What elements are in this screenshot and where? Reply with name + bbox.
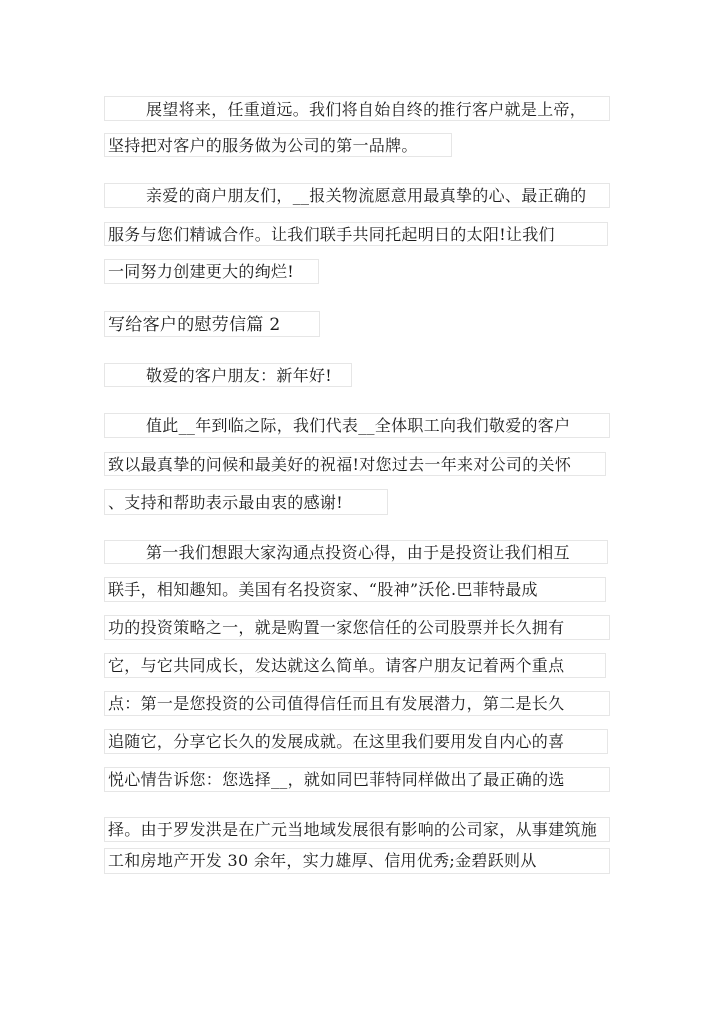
paragraph-4-line-6: 追随它，分享它长久的发展成就。在这里我们要用发自内心的喜 [108, 732, 565, 751]
paragraph-2-line-1: 亲爱的商户朋友们，__报关物流愿意用最真挚的心、最正确的 [146, 186, 587, 205]
paragraph-4-line-7: 悦心情告诉您：您选择__，就如同巴菲特同样做出了最正确的选 [108, 770, 565, 789]
paragraph-4-line-3: 功的投资策略之一，就是购置一家您信任的公司股票并长久拥有 [108, 618, 565, 637]
paragraph-1-line-2: 坚持把对客户的服务做为公司的第一品牌。 [108, 136, 418, 155]
paragraph-4-line-2: 联手，相知趣知。美国有名投资家、“股神”沃伦.巴菲特最成 [108, 580, 538, 599]
section-heading: 写给客户的慰劳信篇 2 [108, 315, 281, 335]
paragraph-4-line-8: 择。由于罗发洪是在广元当地域发展很有影响的公司家，从事建筑施 [108, 820, 598, 839]
paragraph-1-line-1: 展望将来，任重道远。我们将自始自终的推行客户就是上帝， [146, 100, 587, 119]
paragraph-3-line-3: 、支持和帮助表示最由衷的感谢! [108, 493, 343, 512]
paragraph-4-line-5: 点：第一是您投资的公司值得信任而且有发展潜力，第二是长久 [108, 694, 565, 713]
paragraph-4-line-1: 第一我们想跟大家沟通点投资心得，由于是投资让我们相互 [146, 543, 570, 562]
salutation: 敬爱的客户朋友：新年好! [146, 366, 333, 385]
paragraph-4-line-4: 它，与它共同成长，发达就这么简单。请客户朋友记着两个重点 [108, 656, 565, 675]
paragraph-3-line-2: 致以最真挚的问候和最美好的祝福!对您过去一年来对公司的关怀 [108, 455, 572, 474]
paragraph-4-line-9: 工和房地产开发 30 余年，实力雄厚、信用优秀;金碧跃则从 [108, 851, 537, 870]
paragraph-2-line-2: 服务与您们精诚合作。让我们联手共同托起明日的太阳!让我们 [108, 225, 555, 244]
paragraph-2-line-3: 一同努力创建更大的绚烂! [108, 262, 295, 281]
paragraph-3-line-1: 值此__年到临之际，我们代表__全体职工向我们敬爱的客户 [146, 416, 571, 435]
